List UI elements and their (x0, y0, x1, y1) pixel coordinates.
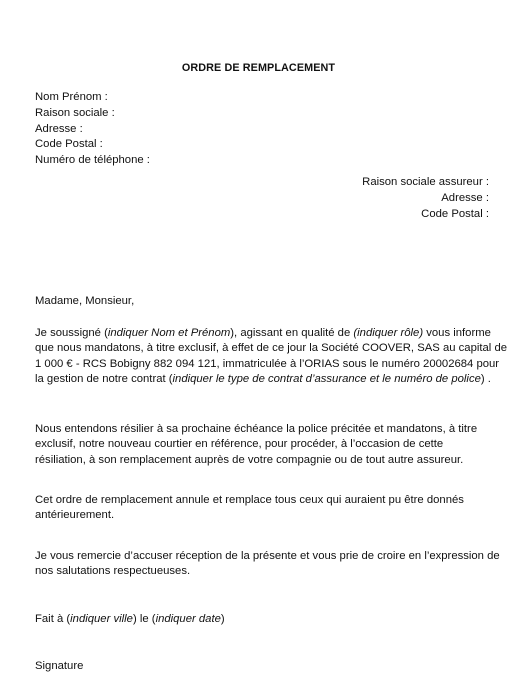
placeholder-date: indiquer date (155, 613, 221, 625)
place-date-line (35, 612, 495, 627)
paragraph-line: Je vous remercie d’accuser réception de la présente et vous prie de croire en l’expression de (35, 550, 500, 562)
sender-phone-label: Numéro de téléphone : (35, 154, 150, 167)
recipient-block (362, 175, 489, 222)
text-run: Fait à ( (35, 613, 71, 625)
paragraph-line: exclusif, notre nouveau courtier en référence, pour procéder, à l’occasion de cette (35, 438, 444, 451)
paragraph-line (35, 372, 495, 387)
placeholder-city: indiquer ville (70, 613, 133, 625)
text-run: ) . (480, 373, 491, 386)
paragraph-line: 1 000 € - RCS Bobigny 882 094 121, immatriculée à l’ORIAS sous le numéro 20002684 pour (35, 357, 500, 370)
paragraph-termination (35, 422, 495, 468)
text-run: la gestion de notre contrat ( (35, 373, 173, 386)
paragraph-line: que nous mandatons, à titre exclusif, à effet de ce jour la Société COOVER, SAS au capital de (35, 342, 508, 355)
paragraph-line: nos salutations respectueuses. (35, 565, 191, 578)
recipient-address-label: Adresse : (441, 191, 489, 204)
sender-block (35, 90, 150, 169)
sender-name-label: Nom Prénom : (35, 91, 108, 103)
document-title: ORDRE DE REMPLACEMENT (181, 62, 336, 74)
paragraph-closing (35, 549, 500, 580)
paragraph-cancel-previous (35, 493, 495, 524)
placeholder-contract: indiquer le type de contrat d’assurance et le numéro de police (172, 373, 481, 386)
paragraph-line: résiliation, à son remplacement auprès de votre compagnie ou de tout autre assureur. (35, 453, 464, 466)
salutation: Madame, Monsieur, (35, 295, 135, 307)
text-run: ) le ( (132, 613, 156, 625)
text-run: ), agissant en qualité de (230, 327, 354, 339)
paragraph-line: Cet ordre de remplacement annule et remplace tous ceux qui auraient pu être donnés (35, 494, 464, 506)
sender-company-label: Raison sociale : (35, 106, 115, 119)
signature-label: Signature (35, 660, 84, 672)
sender-postal-code-label: Code Postal : (35, 138, 103, 151)
recipient-insurer-label: Raison sociale assureur : (362, 176, 489, 188)
text-run: vous informe (423, 327, 491, 339)
placeholder-role: (indiquer rôle) (353, 327, 424, 339)
paragraph-line (35, 326, 495, 341)
text-run: Je soussigné ( (35, 327, 108, 339)
paragraph-mandate (35, 326, 508, 388)
placeholder-name: indiquer Nom et Prénom (107, 327, 231, 339)
paragraph-line: Nous entendons résilier à sa prochaine échéance la police précitée et mandatons, à titre (35, 423, 478, 435)
paragraph-line: antérieurement. (35, 509, 115, 522)
text-run: ) (220, 613, 225, 625)
recipient-postal-code-label: Code Postal : (421, 207, 489, 220)
sender-address-label: Adresse : (35, 122, 83, 135)
